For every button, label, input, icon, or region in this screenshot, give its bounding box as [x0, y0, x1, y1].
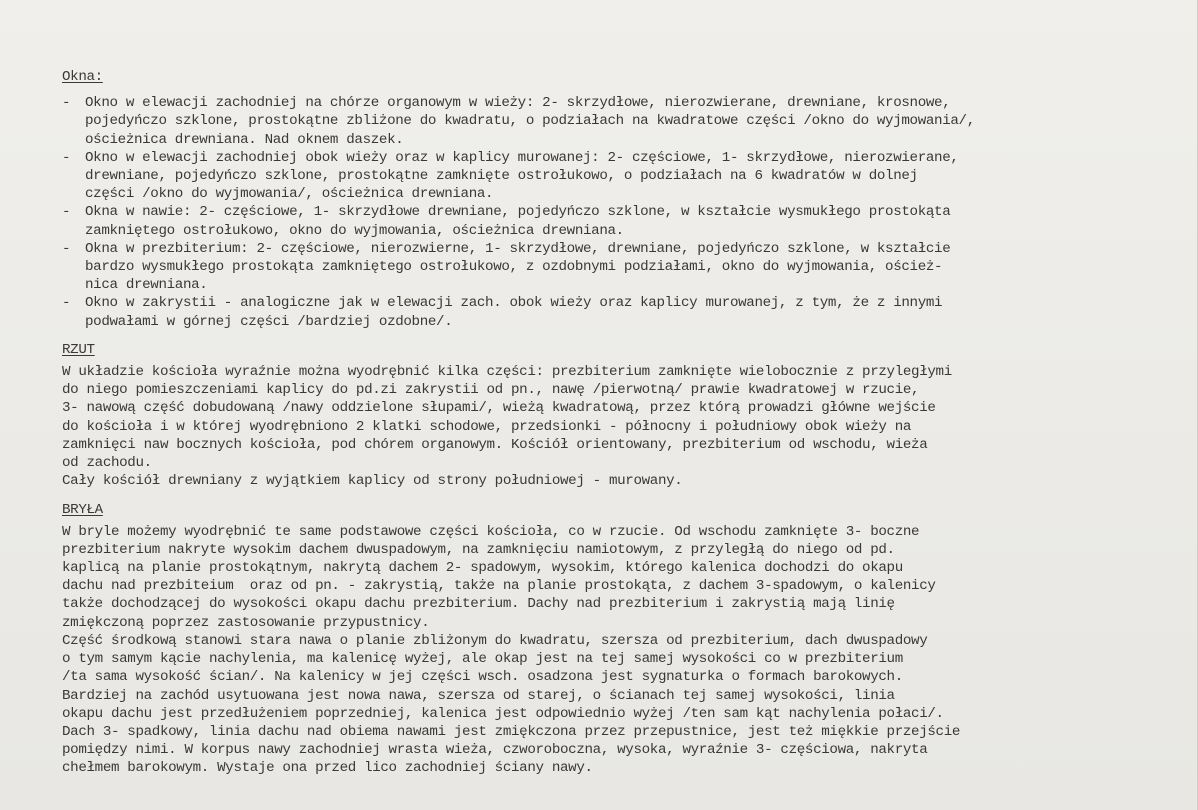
- text-line: Okna w nawie: 2- częściowe, 1- skrzydłowe drewniane, pojedyńczo szklone, w kształcie wysmukłego prostokąta: [85, 204, 951, 221]
- text-line: bardzo wysmukłego prostokąta zamkniętego ostrołukowo, z ozdobnymi podziałami, okno do wyjmowania, oścież-: [85, 259, 943, 276]
- okna-list-item: [62, 203, 1182, 239]
- text-line: drewniane, pojedyńczo szklone, prostokątne zamknięte ostrołukowo, o podziałach na 6 kwadratów w dolnej: [85, 168, 918, 185]
- list-dash: -: [62, 149, 71, 166]
- text-line: W bryle możemy wyodrębnić te same podstawowe części kościoła, co w rzucie. Od wschodu zamknięte 3- boczne: [62, 523, 920, 540]
- okna-list-item: [62, 149, 1182, 204]
- text-line: zamknięci naw bocznych kościoła, pod chórem organowym. Kościół orientowany, prezbiterium od wschodu, wieża: [62, 436, 928, 453]
- text-line: Cały kościół drewniany z wyjątkiem kaplicy od strony południowej - murowany.: [62, 473, 683, 490]
- text-line: Część środkową stanowi stara nawa o planie zbliżonym do kwadratu, szersza od prezbiterium, dach dwuspadowy: [62, 632, 928, 649]
- text-line: chełmem barokowym. Wystaje ona przed lico zachodniej ściany nawy.: [62, 760, 593, 777]
- text-line: o tym samym kącie nachylenia, ma kalenicę wyżej, ale okap jest na tej samej wysokości co w prezbiterium: [62, 651, 903, 668]
- heading-rzut: RZUT: [62, 341, 95, 358]
- text-line: zamkniętego ostrołukowo, okno do wyjmowania, ościeżnica drewniana.: [85, 222, 624, 239]
- text-line: dachu nad prezbiteium oraz od pn. - zakrystią, także na planie prostokąta, z dachem 3-spadowym, o kalenicy: [62, 578, 936, 595]
- text-line: pomiędzy nimi. W korpus nawy zachodniej wrasta wieża, czworoboczna, wysoka, wyraźnie 3- częściowa, nakryta: [62, 742, 928, 759]
- text-line: okapu dachu jest przedłużeniem poprzedniej, kalenica jest odpowiednio wyżej /ten sam kąt nachylenia połaci/.: [62, 705, 944, 722]
- text-line: Okno w elewacji zachodniej na chórze organowym w wieży: 2- skrzydłowe, nierozwierane, drewniane, krosnowe,: [85, 95, 951, 112]
- heading-okna: Okna:: [62, 69, 103, 85]
- text-line: Dach 3- spadkowy, linia dachu nad obiema nawami jest zmiękczona przez przepustnice, jest też miękkie przejście: [62, 723, 961, 740]
- section-rzut: [62, 341, 1182, 491]
- text-line: /ta sama wysokość ścian/. Na kalenicy w jej części wsch. osadzona jest sygnaturka o formach barokowych.: [62, 669, 903, 686]
- okna-list-item: [62, 294, 1182, 330]
- section-okna: [62, 68, 1182, 331]
- okna-list: [62, 94, 1182, 331]
- heading-bryla: BRYŁA: [62, 502, 103, 519]
- text-line: Okno w zakrystii - analogiczne jak w elewacji zach. obok wieży oraz kaplicy murowanej, z tym, że z innymi: [85, 295, 943, 312]
- text-line: podwałami w górnej części /bardziej ozdobne/.: [85, 313, 453, 330]
- text-line: części /okno do wyjmowania/, ościeżnica drewniana.: [85, 186, 494, 203]
- text-line: Okno w elewacji zachodniej obok wieży oraz w kaplicy murowanej: 2- częściowe, 1- skrzydłowe, nierozwierane,: [85, 149, 959, 166]
- rzut-paragraph: [62, 363, 1182, 490]
- text-line: pojedyńczo szklone, prostokątne zbliżone do kwadratu, o podziałach na kwadratowe części /okno do wyjmowania/,: [85, 113, 975, 130]
- list-dash: -: [62, 240, 71, 257]
- text-line: W układzie kościoła wyraźnie można wyodrębnić kilka części: prezbiterium zamknięte wielobocznie z przyległymi: [62, 364, 952, 381]
- text-line: ościeżnica drewniana. Nad oknem daszek.: [85, 131, 404, 148]
- text-line: do niego pomieszczeniami kaplicy do pd.zi zakrystii od pn., nawę /pierwotną/ prawie kwadratowej w rzucie,: [62, 382, 920, 399]
- okna-list-item: [62, 240, 1182, 295]
- bryla-paragraph: [62, 523, 1182, 778]
- list-dash: -: [62, 204, 71, 221]
- text-line: nica drewniana.: [85, 277, 208, 294]
- list-dash: -: [62, 95, 71, 112]
- text-line: od zachodu.: [62, 455, 152, 472]
- text-line: 3- nawową część dobudowaną /nawy oddzielone słupami/, wieżą kwadratową, przez którą prowadzi główne wejście: [62, 400, 936, 417]
- okna-list-item: [62, 94, 1182, 149]
- document-body: [62, 68, 1182, 778]
- text-line: Bardziej na zachód usytuowana jest nowa nawa, szersza od starej, o ścianach tej samej wysokości, linia: [62, 687, 895, 704]
- text-line: także dochodzącej do wysokości okapu dachu prezbiterium. Dachy nad prezbiterium i zakrystią mają linię: [62, 596, 895, 613]
- text-line: prezbiterium nakryte wysokim dachem dwuspadowym, na zamknięciu namiotowym, z przyległą do niego od pd.: [62, 541, 895, 558]
- section-bryla: [62, 501, 1182, 777]
- text-line: do kościoła i w której wyodrębniono 2 klatki schodowe, przedsionki - północny i południowy obok wieży na: [62, 418, 912, 435]
- text-line: kaplicą na planie prostokątnym, nakrytą dachem 2- spadowym, wysokim, którego kalenica dochodzi do okapu: [62, 560, 903, 577]
- text-line: zmiękczoną poprzez zastosowanie przypustnicy.: [62, 614, 430, 631]
- text-line: Okna w prezbiterium: 2- częściowe, nierozwierne, 1- skrzydłowe, drewniane, pojedyńczo szklone, w kształcie: [85, 240, 951, 257]
- list-dash: -: [62, 295, 71, 312]
